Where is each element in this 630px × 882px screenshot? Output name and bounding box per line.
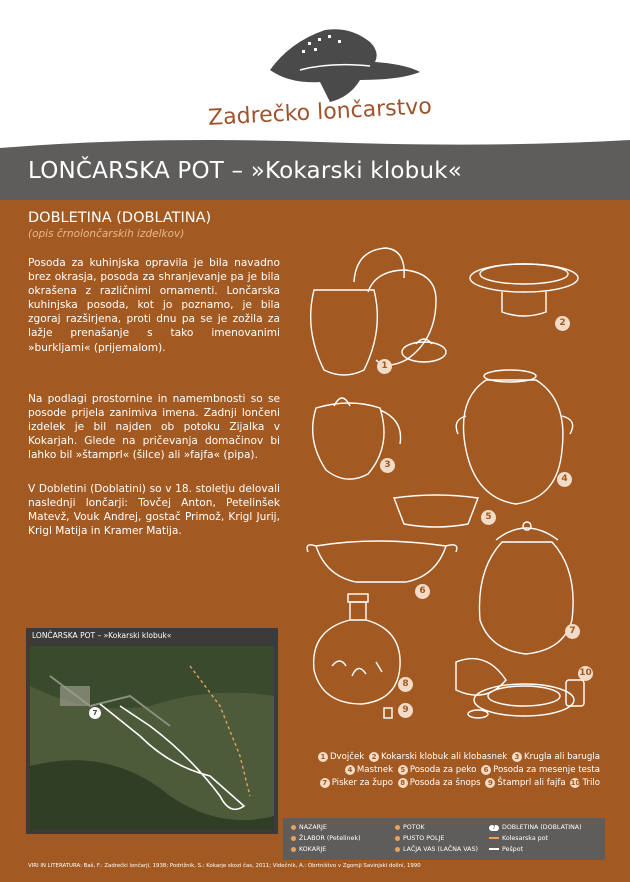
key-item-nazarje: NAZARJE <box>291 824 327 831</box>
key-item-zlabor: ŽLABOR (Petelinek) <box>291 835 361 842</box>
legend-line-2: 4 Mastnek 5 Posoda za peko 6 Posoda za mesenje testa <box>343 765 600 775</box>
pot-3-illustration <box>313 403 384 479</box>
map-title: LONČARSKA POT – »Kokarski klobuk« <box>32 631 172 640</box>
references: VIRI IN LITERATURA: Baš, F.: Zadrečki lončarji, 1938; Podrižnik, S.: Kokarje skozi čas, 2011; Videčnik, A.: Obrtništvo v Zgornji Savinjski dolini, 1990 <box>28 863 421 869</box>
item-number-1: 1 <box>377 359 392 374</box>
item-number-10: 10 <box>578 666 593 681</box>
content-area <box>0 200 630 882</box>
key-item-lacja-vas: LAČJA VAS (LAČNA VAS) <box>395 846 478 853</box>
pot-5-illustration <box>394 495 478 527</box>
key-item-kokarje: KOKARJE <box>291 846 326 853</box>
item-number-6: 6 <box>415 584 430 599</box>
item-number-2: 2 <box>555 316 570 331</box>
item-number-8: 8 <box>398 677 413 692</box>
pot-10-illustration <box>474 684 574 716</box>
key-item-potok: POTOK <box>395 824 425 831</box>
logo-hat-icon <box>230 22 430 102</box>
legend-line-3: 7 Pisker za župo 8 Posoda za šnops 9 Štamprl ali fajfa 10 Trilo <box>318 778 600 788</box>
paragraph-3: V Dobletini (Doblatini) so v 18. stoletju delovali naslednji lončarji: Tovčej Anton, Petelinšek Matevž, Vouk Andrej, gostač Primož, Krigl Jurij, Krigl Matija in Kramer Matija. <box>28 483 280 538</box>
pot-9-illustration <box>384 708 392 718</box>
map-image <box>30 646 274 830</box>
legend-line-1: 1 Dvojček 2 Kokarski klobuk ali klobasnek 3 Krugla ali barugla <box>316 752 600 762</box>
pot-1-illustration <box>311 290 378 375</box>
logo-text: Zadrečko lončarstvo <box>207 94 433 131</box>
paragraph-2: Na podlagi prostornine in namembnosti so se posode prijela zanimiva imena. Zadnji lončeni izdelek je bil najden ob potoku Zijalka v Kokarjah. Glede na pričevanja domačinov bi lahko bil »štamprl« (šilce) ali »fajfa« (pipa). <box>28 393 280 462</box>
section-heading: DOBLETINA (DOBLATINA) <box>28 210 212 226</box>
pot-8-illustration <box>314 620 400 704</box>
item-number-4: 4 <box>557 472 572 487</box>
map-key <box>283 818 605 860</box>
header <box>0 0 630 140</box>
route-map <box>26 628 278 834</box>
item-number-3: 3 <box>380 458 395 473</box>
key-item-dobletina: 7 DOBLETINA (DOBLATINA) <box>489 824 582 831</box>
pot-7-illustration <box>479 542 573 654</box>
pot-4-illustration <box>464 380 563 504</box>
item-number-9: 9 <box>398 703 413 718</box>
section-subheading: (opis črnolončarskih izdelkov) <box>28 228 185 240</box>
page-title: LONČARSKA POT – »Kokarski klobuk« <box>28 158 463 184</box>
key-item-pusto-polje: PUSTO POLJE <box>395 835 444 842</box>
key-item-cycling-path: Kolesarska pot <box>489 835 548 842</box>
item-number-7: 7 <box>565 624 580 639</box>
item-number-5: 5 <box>481 510 496 525</box>
paragraph-1: Posoda za kuhinjska opravila je bila navadno brez okrasja, posoda za shranjevanje pa je bila okrašena z različnimi ornamenti. Lončarska kuhinjska posoda, kot jo poznamo, je bila zgoraj razširjena, proti dnu pa se je zožila za lažje prenašanje s tako imenovanimi »burkljami« (prijemalom). <box>28 257 280 354</box>
title-bar <box>0 148 630 200</box>
map-marker-7: 7 <box>89 707 101 719</box>
key-item-footpath: Pešpot <box>489 846 523 853</box>
pot-6-illustration <box>316 541 446 582</box>
